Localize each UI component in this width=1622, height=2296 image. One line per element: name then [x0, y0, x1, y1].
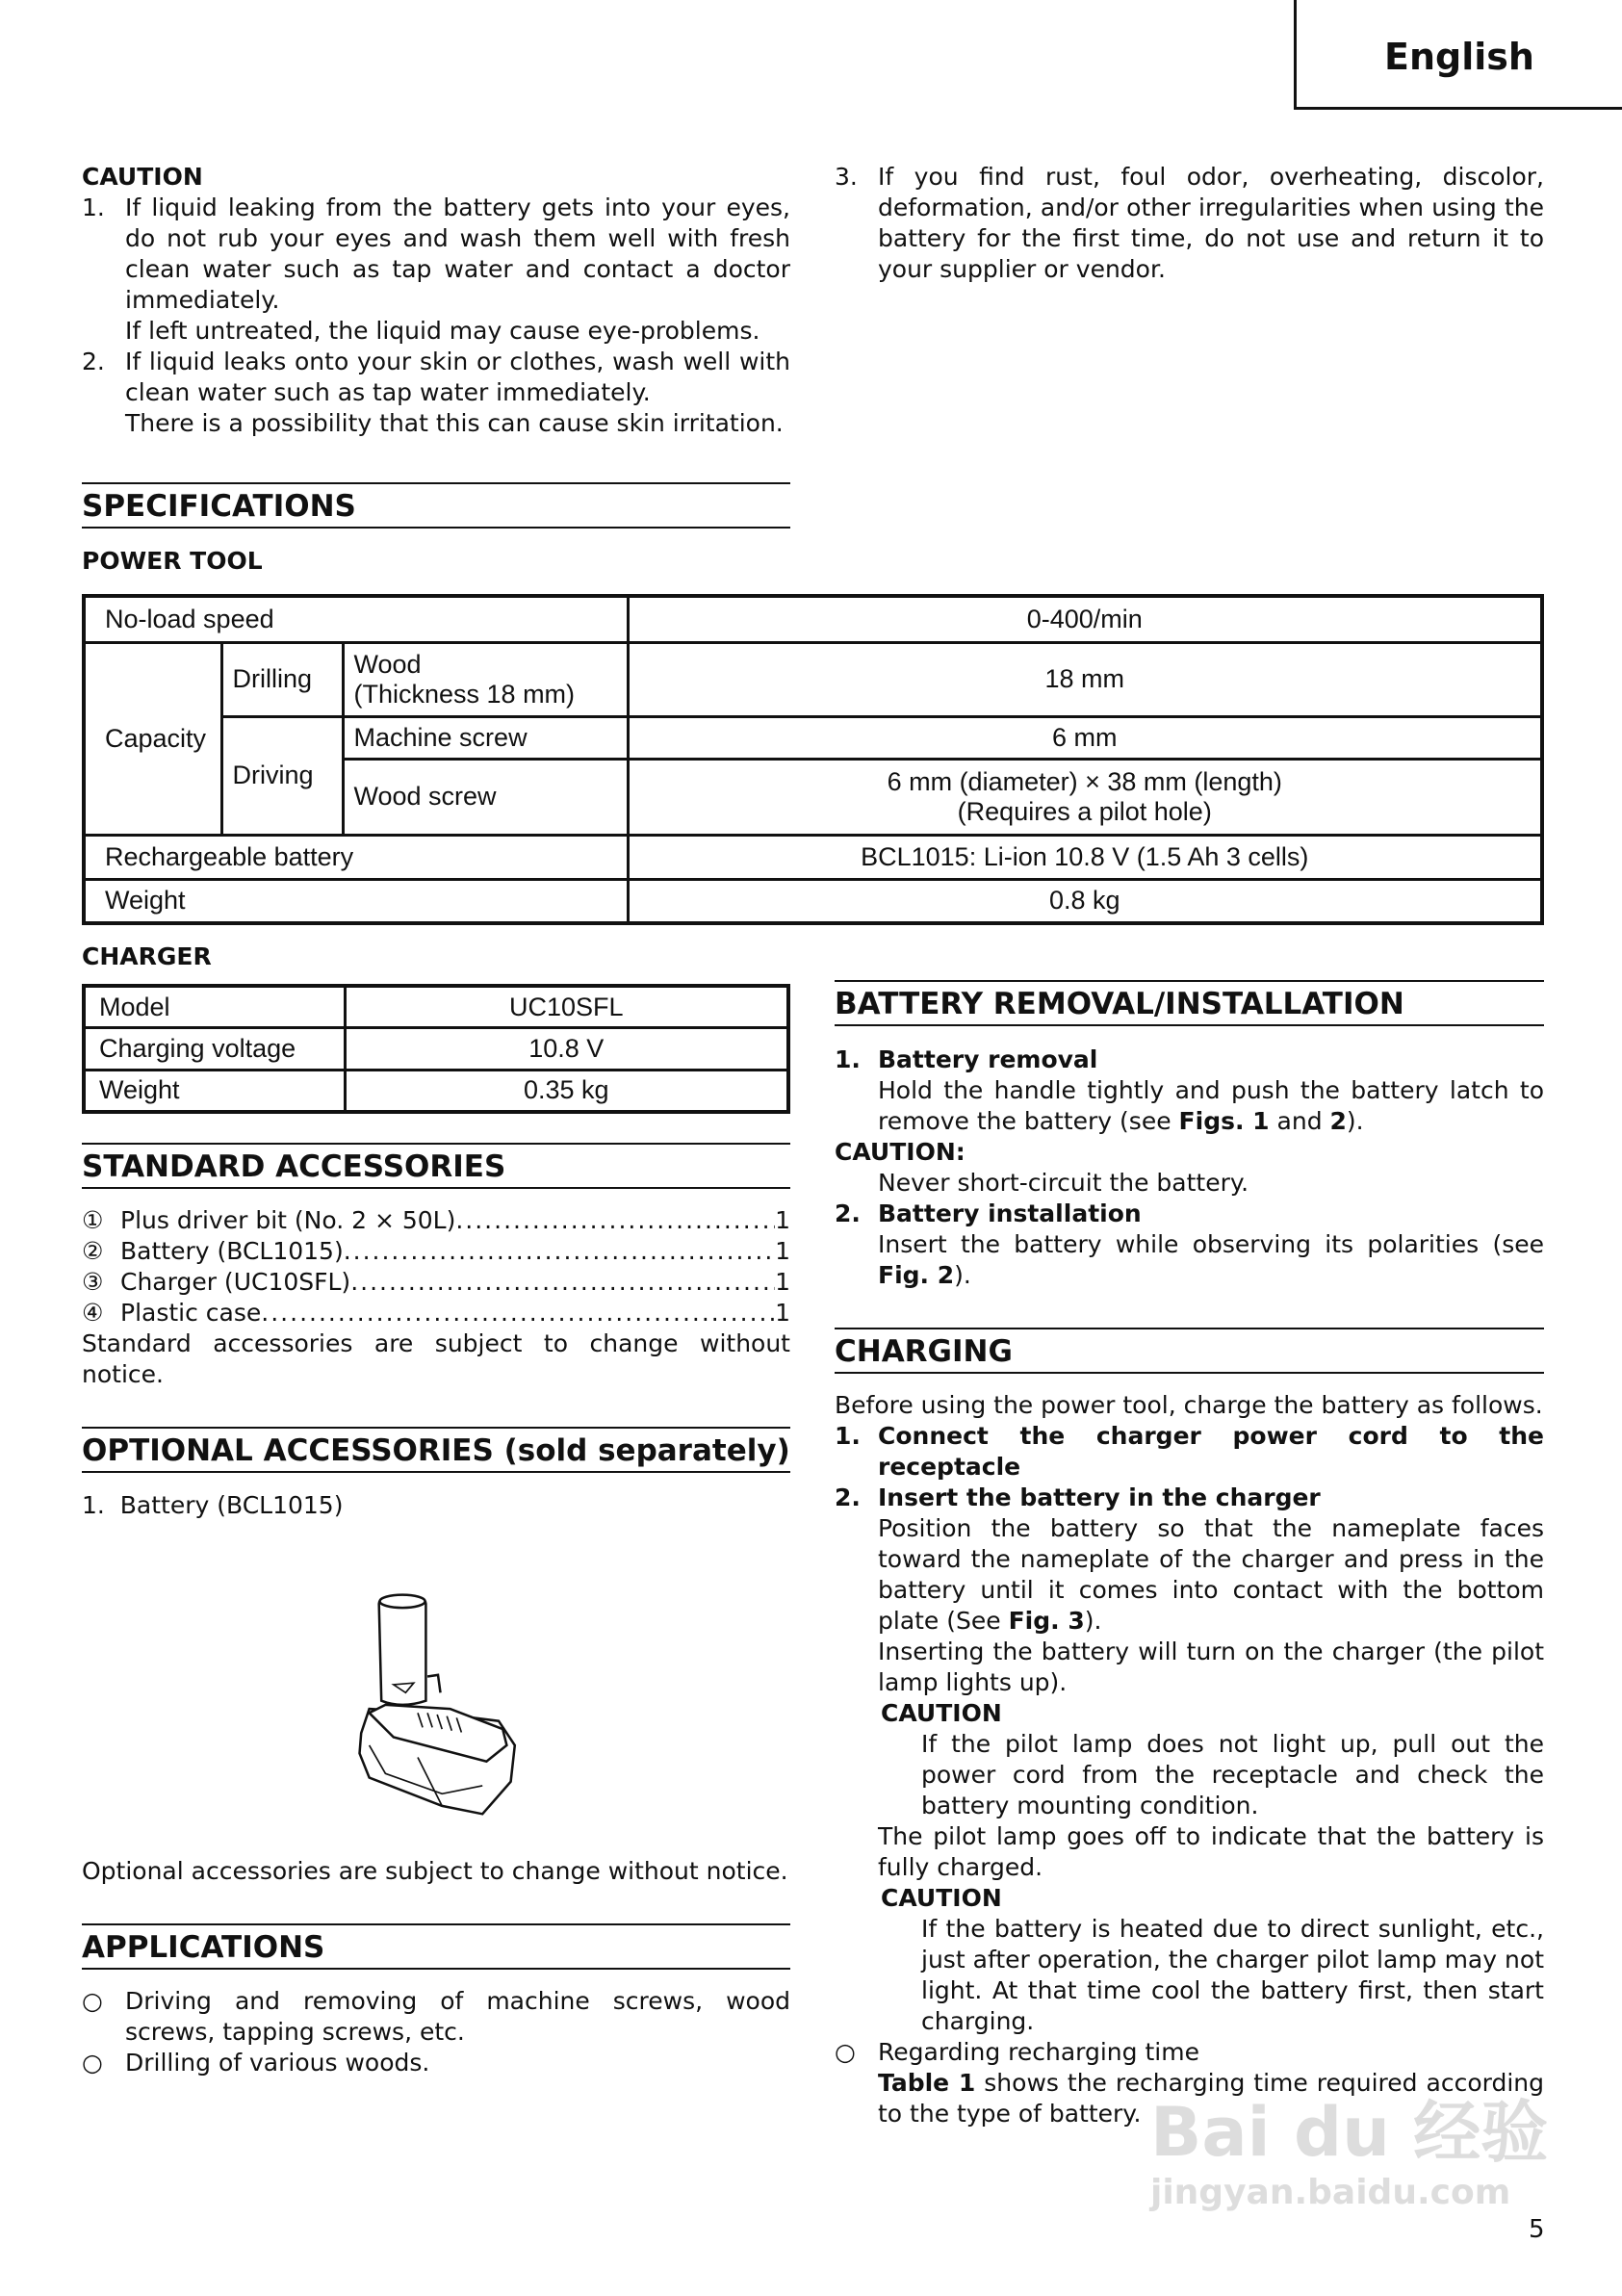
charger-spec-table: Model UC10SFL Charging voltage 10.8 V Weight 0.35 kg	[82, 984, 790, 1114]
circle-bullet-icon: ○	[82, 2049, 103, 2077]
circle-bullet-icon: ○	[835, 2038, 856, 2066]
application-item: ○ Drilling of various woods.	[82, 2049, 430, 2077]
caution-title: CAUTION	[82, 163, 203, 191]
accessory-item: ③ Charger (UC10SFL) ..... 1	[82, 1267, 790, 1298]
caution-section	[82, 162, 790, 439]
watermark-logo: Bai du 经验	[1150, 2093, 1549, 2172]
accessory-item: ④ Plastic case ..... 1	[82, 1298, 790, 1329]
applications-heading: APPLICATIONS	[82, 1923, 790, 1970]
standard-accessories-heading: STANDARD ACCESSORIES	[82, 1143, 790, 1189]
optional-accessories-note: Optional accessories are subject to change without notice.	[82, 1857, 788, 1885]
charging-heading: CHARGING	[835, 1328, 1544, 1374]
optional-item: 1. Battery (BCL1015)	[82, 1491, 344, 1519]
accessory-item: ② Battery (BCL1015) ..... 1	[82, 1236, 790, 1267]
battery-removal-section: 1. Battery removal Hold the handle tightly and push the battery latch to remove the battery (see Figs. 1 and 2). CAUTION: Never short-circuit the battery. 2. Battery installation Insert the battery while observing its polarities (see Fig. 2).	[835, 1045, 1544, 1289]
caution-item: 3. If you find rust, foul odor, overheating, discolor, deformation, and/or other irregularities when using the battery for the first time, do not use and return it to your supplier or vendor.	[835, 163, 1544, 283]
power-tool-spec-table: No-load speed 0-400/min Capacity Drilling Wood (Thickness 18 mm) 18 mm Driving Machine screw 6 mm Wood screw 6 mm (diameter) × 38 mm (length) (Requires a pilot hole) Rechargeable battery BCL1015: Li-ion 10.8 V (1.5 Ah 3 cells) Weight 0.8 kg	[82, 594, 1544, 925]
page-number: 5	[1529, 2215, 1545, 2244]
power-tool-title: POWER TOOL	[82, 547, 263, 575]
battery-illustration	[337, 1560, 539, 1834]
accessories-note: Standard accessories are subject to change without notice.	[82, 1329, 790, 1388]
specifications-heading: SPECIFICATIONS	[82, 482, 790, 529]
application-item: ○ Driving and removing of machine screws, wood screws, tapping screws, etc.	[82, 1987, 790, 2046]
caution-item: 1. If liquid leaking from the battery gets into your eyes, do not rub your eyes and wash them well with fresh clean water such as tap water and contact a doctor immediately. If left untreated, the liquid may cause eye-problems.	[82, 193, 790, 345]
applications-list	[82, 1986, 790, 2078]
circle-bullet-icon: ○	[82, 1987, 103, 2015]
standard-accessories-list	[82, 1205, 790, 1390]
battery-removal-heading: BATTERY REMOVAL/INSTALLATION	[835, 980, 1544, 1026]
accessory-item: ① Plus driver bit (No. 2 × 50L) ..... 1	[82, 1205, 790, 1236]
language-tab: English	[1294, 0, 1622, 110]
charging-section: Before using the power tool, charge the battery as follows. 1. Connect the charger power cord to the receptacle 2. Insert the battery in the charger Position the battery so that the nameplate faces toward the nameplate of the charger and press in the battery until it comes into contact with the bottom plate (See Fig. 3). Inserting the battery will turn on the charger (the pilot lamp lights up). CAUTION If the pilot lamp does not light up, pull out the power cord from the receptacle and check the battery mounting condition. The pilot lamp goes off to indicate that the battery is fully charged. CAUTION If the battery is heated due to direct sunlight, etc., just after operation, the charger pilot lamp may not light. At that time cool the battery first, then start charging. ○ Regarding recharging time Table 1 shows the recharging time required according to the type of battery.	[835, 1391, 1544, 2128]
watermark-url: jingyan.baidu.com	[1150, 2173, 1511, 2212]
charger-title: CHARGER	[82, 942, 212, 970]
caution-item: 2. If liquid leaks onto your skin or clothes, wash well with clean water such as tap water immediately. There is a possibility that this can cause skin irritation.	[82, 348, 790, 437]
optional-accessories-heading: OPTIONAL ACCESSORIES (sold separately)	[82, 1427, 790, 1473]
